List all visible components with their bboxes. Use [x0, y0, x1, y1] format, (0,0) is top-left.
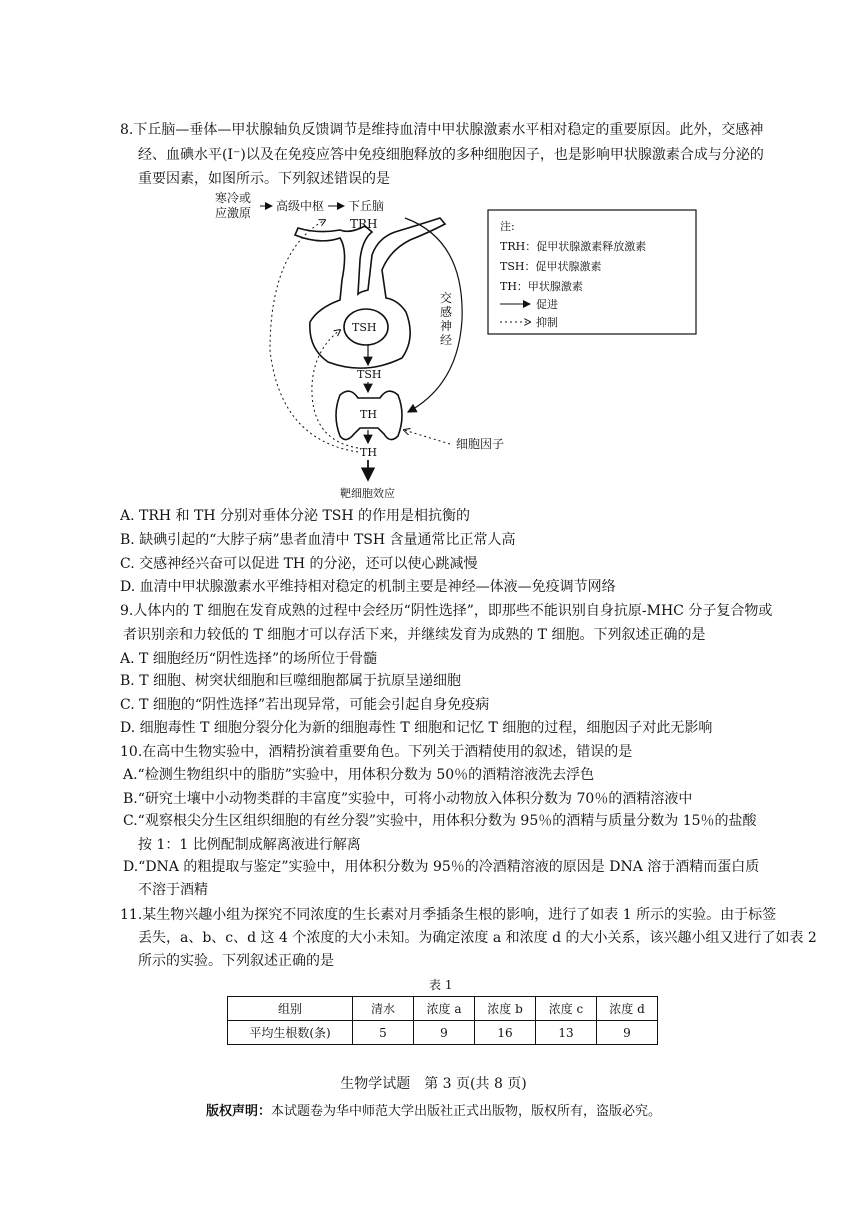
- legend-trh: TRH：促甲状腺激素释放激素: [500, 240, 647, 253]
- q10-option-c-line1: C.“观察根尖分生区组织细胞的有丝分裂”实验中，用体积分数为 95％的酒精与质量分数为 15％的盐酸: [123, 813, 757, 829]
- table-row: [228, 1021, 658, 1045]
- table-1: [227, 996, 658, 1045]
- q10-option-b: B.“研究土壤中小动物类群的丰富度”实验中，可将小动物放入体积分数为 70％的酒精溶液中: [123, 791, 693, 807]
- label-hypothalamus: 下丘脑: [348, 199, 385, 213]
- q8-option-a: A. TRH 和 TH 分别对垂体分泌 TSH 的作用是相抗衡的: [120, 508, 471, 524]
- table-header-cell: 浓度 c: [536, 997, 597, 1021]
- q9-stem-line1: 9.人体内的 T 细胞在发育成熟的过程中会经历“阴性选择”，即那些不能识别自身抗原-MHC 分子复合物或: [120, 603, 773, 619]
- q9-option-d: D. 细胞毒性 T 细胞分裂分化为新的细胞毒性 T 细胞和记忆 T 细胞的过程，细胞因子对此无影响: [120, 720, 713, 736]
- table-header-cell: 浓度 d: [597, 997, 658, 1021]
- table-cell: 9: [597, 1021, 658, 1045]
- table-header-cell: 组别: [228, 997, 353, 1021]
- table-cell: 平均生根数(条): [228, 1021, 353, 1045]
- table-cell: 13: [536, 1021, 597, 1045]
- label-target: 靶细胞效应: [340, 487, 395, 500]
- q10-option-d-line1: D.“DNA 的粗提取与鉴定”实验中，用体积分数为 95％的冷酒精溶液的原因是 DNA 溶于酒精而蛋白质: [123, 859, 760, 875]
- cytokine-arrow: [404, 430, 450, 444]
- label-th: TH: [360, 446, 377, 459]
- label-cytokine: 细胞因子: [456, 437, 505, 451]
- q8-stem-line1: 8.下丘脑—垂体—甲状腺轴负反馈调节是维持血清中甲状腺激素水平相对稳定的重要原因。此外，交感神: [120, 122, 764, 138]
- copyright-notice: [0, 1100, 867, 1119]
- q11-stem-line1: 11.某生物兴趣小组为探究不同浓度的生长素对月季插条生根的影响，进行了如表 1 所示的实验。由于标签: [120, 907, 777, 923]
- pituitary-outline: [295, 218, 445, 368]
- table-header-cell: 清水: [353, 997, 414, 1021]
- q8-option-b: B. 缺碘引起的“大脖子病”患者血清中 TSH 含量通常比正常人高: [120, 532, 516, 548]
- q9-option-a: A. T 细胞经历“阴性选择”的场所位于骨髓: [120, 651, 378, 667]
- table-header-row: [228, 997, 658, 1021]
- legend-tsh: TSH：促甲状腺激素: [500, 260, 602, 273]
- q8-option-c: C. 交感神经兴奋可以促进 TH 的分泌，还可以使心跳减慢: [120, 556, 478, 572]
- label-sympathetic-2: 感: [440, 305, 453, 319]
- q8-option-d: D. 血清中甲状腺激素水平维持相对稳定的机制主要是神经—体液—免疫调节网络: [120, 579, 616, 595]
- label-tsh-gland: TSH: [352, 321, 377, 334]
- label-higher-center: 高级中枢: [276, 199, 325, 213]
- q9-option-b: B. T 细胞、树突状细胞和巨噬细胞都属于抗原呈递细胞: [120, 673, 461, 689]
- q8-stem-line3: 重要因素，如图所示。下列叙述错误的是: [138, 171, 390, 187]
- q9-option-c: C. T 细胞的“阴性选择”若出现异常，可能会引起自身免疫病: [120, 697, 490, 713]
- table-header-cell: 浓度 b: [475, 997, 536, 1021]
- legend-title: 注:: [500, 220, 515, 233]
- q11-stem-line2: 丢失，a、b、c、d 这 4 个浓度的大小未知。为确定浓度 a 和浓度 d 的大小关系，该兴趣小组又进行了如表 2: [138, 930, 817, 946]
- sympathetic-arrow: [405, 218, 462, 412]
- q10-option-c-line2: 按 1：1 比例配制成解离液进行解离: [138, 837, 361, 853]
- legend-inhibit: 抑制: [536, 316, 558, 329]
- q8-diagram: [200, 190, 700, 502]
- table-cell: 9: [414, 1021, 475, 1045]
- label-trigger2: 应激原: [215, 206, 252, 220]
- page-footer: 生物学试题 第 3 页(共 8 页): [340, 1076, 527, 1092]
- q10-option-a: A.“检测生物组织中的脂肪”实验中，用体积分数为 50％的酒精溶液洗去浮色: [123, 767, 595, 783]
- q11-stem-line3: 所示的实验。下列叙述正确的是: [138, 953, 334, 969]
- label-sympathetic-3: 神: [440, 319, 453, 333]
- label-tsh: TSH: [357, 368, 382, 381]
- legend-promote: 促进: [536, 298, 558, 311]
- label-trigger: 寒冷或: [215, 191, 252, 205]
- table-header-cell: 浓度 a: [414, 997, 475, 1021]
- q10-option-d-line2: 不溶于酒精: [138, 882, 208, 898]
- legend-th: TH：甲状腺激素: [500, 280, 583, 293]
- table-cell: 5: [353, 1021, 414, 1045]
- table-caption: 表 1: [429, 978, 453, 992]
- copyright-text: 本试题卷为华中师范大学出版社正式出版物，版权所有，盗版必究。: [271, 1104, 662, 1119]
- feedback-to-pituitary: [312, 330, 358, 448]
- copyright-label: 版权声明：: [205, 1104, 271, 1119]
- label-sympathetic-4: 经: [440, 333, 453, 347]
- label-th-gland: TH: [360, 408, 377, 421]
- label-sympathetic-1: 交: [440, 291, 453, 305]
- q9-stem-line2: 者识别亲和力较低的 T 细胞才可以存活下来，并继续发育为成熟的 T 细胞。下列叙述正确的是: [123, 627, 706, 643]
- q8-stem-line2: 经、血碘水平(I⁻)以及在免疫应答中免疫细胞释放的多种细胞因子，也是影响甲状腺激素合成与分泌的: [138, 147, 764, 163]
- table-cell: 16: [475, 1021, 536, 1045]
- label-trh: TRH: [350, 217, 378, 231]
- q10-stem: 10.在高中生物实验中，酒精扮演着重要角色。下列关于酒精使用的叙述，错误的是: [120, 744, 633, 760]
